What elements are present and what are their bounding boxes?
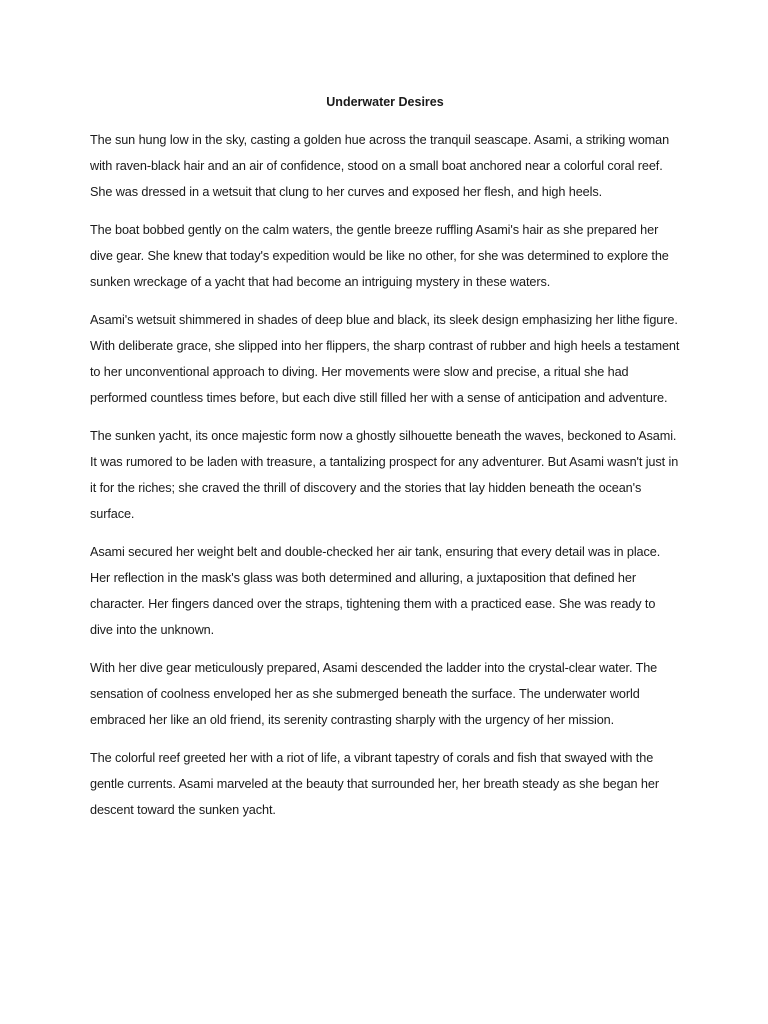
- paragraph-6: With her dive gear meticulously prepared, Asami descended the ladder into the crystal-clear water. The sensation of coolness enveloped her as she submerged beneath the surface. The underwater world embraced her like an old friend, its serenity contrasting sharply with the urgency of her mission.: [90, 661, 658, 727]
- paragraph-3: Asami's wetsuit shimmered in shades of deep blue and black, its sleek design emphasizing her lithe figure. With deliberate grace, she slipped into her flippers, the sharp contrast of rubber and high heels a testament to her unconventional approach to diving. Her movements were slow and precise, a ritual she had performed countless times before, but each dive still filled her with a sense of anticipation and adventure.: [90, 313, 680, 405]
- paragraph-4: The sunken yacht, its once majestic form now a ghostly silhouette beneath the waves, beckoned to Asami. It was rumored to be laden with treasure, a tantalizing prospect for any adventurer. But Asami wasn't just in it for the riches; she craved the thrill of discovery and the stories that lay hidden beneath the ocean's surface.: [90, 429, 679, 521]
- paragraph-5: Asami secured her weight belt and double-checked her air tank, ensuring that every detail was in place. Her reflection in the mask's glass was both determined and alluring, a juxtaposition that defined her character. Her fingers danced over the straps, tightening them with a practiced ease. She was ready to dive into the unknown.: [90, 545, 661, 637]
- paragraph-1: The sun hung low in the sky, casting a golden hue across the tranquil seascape. Asami, a striking woman with raven-black hair and an air of confidence, stood on a small boat anchored near a colorful coral reef. She was dressed in a wetsuit that clung to her curves and exposed her flesh, and high heels.: [90, 133, 670, 199]
- paragraph-2: The boat bobbed gently on the calm waters, the gentle breeze ruffling Asami's hair as she prepared her dive gear. She knew that today's expedition would be like no other, for she was determined to explore the sunken wreckage of a yacht that had become an intriguing mystery in these waters.: [90, 223, 669, 289]
- document-title: Underwater Desires: [326, 95, 444, 109]
- paragraph-7: The colorful reef greeted her with a riot of life, a vibrant tapestry of corals and fish that swayed with the gentle currents. Asami marveled at the beauty that surrounded her, her breath steady as she began her descent toward the sunken yacht.: [90, 751, 659, 817]
